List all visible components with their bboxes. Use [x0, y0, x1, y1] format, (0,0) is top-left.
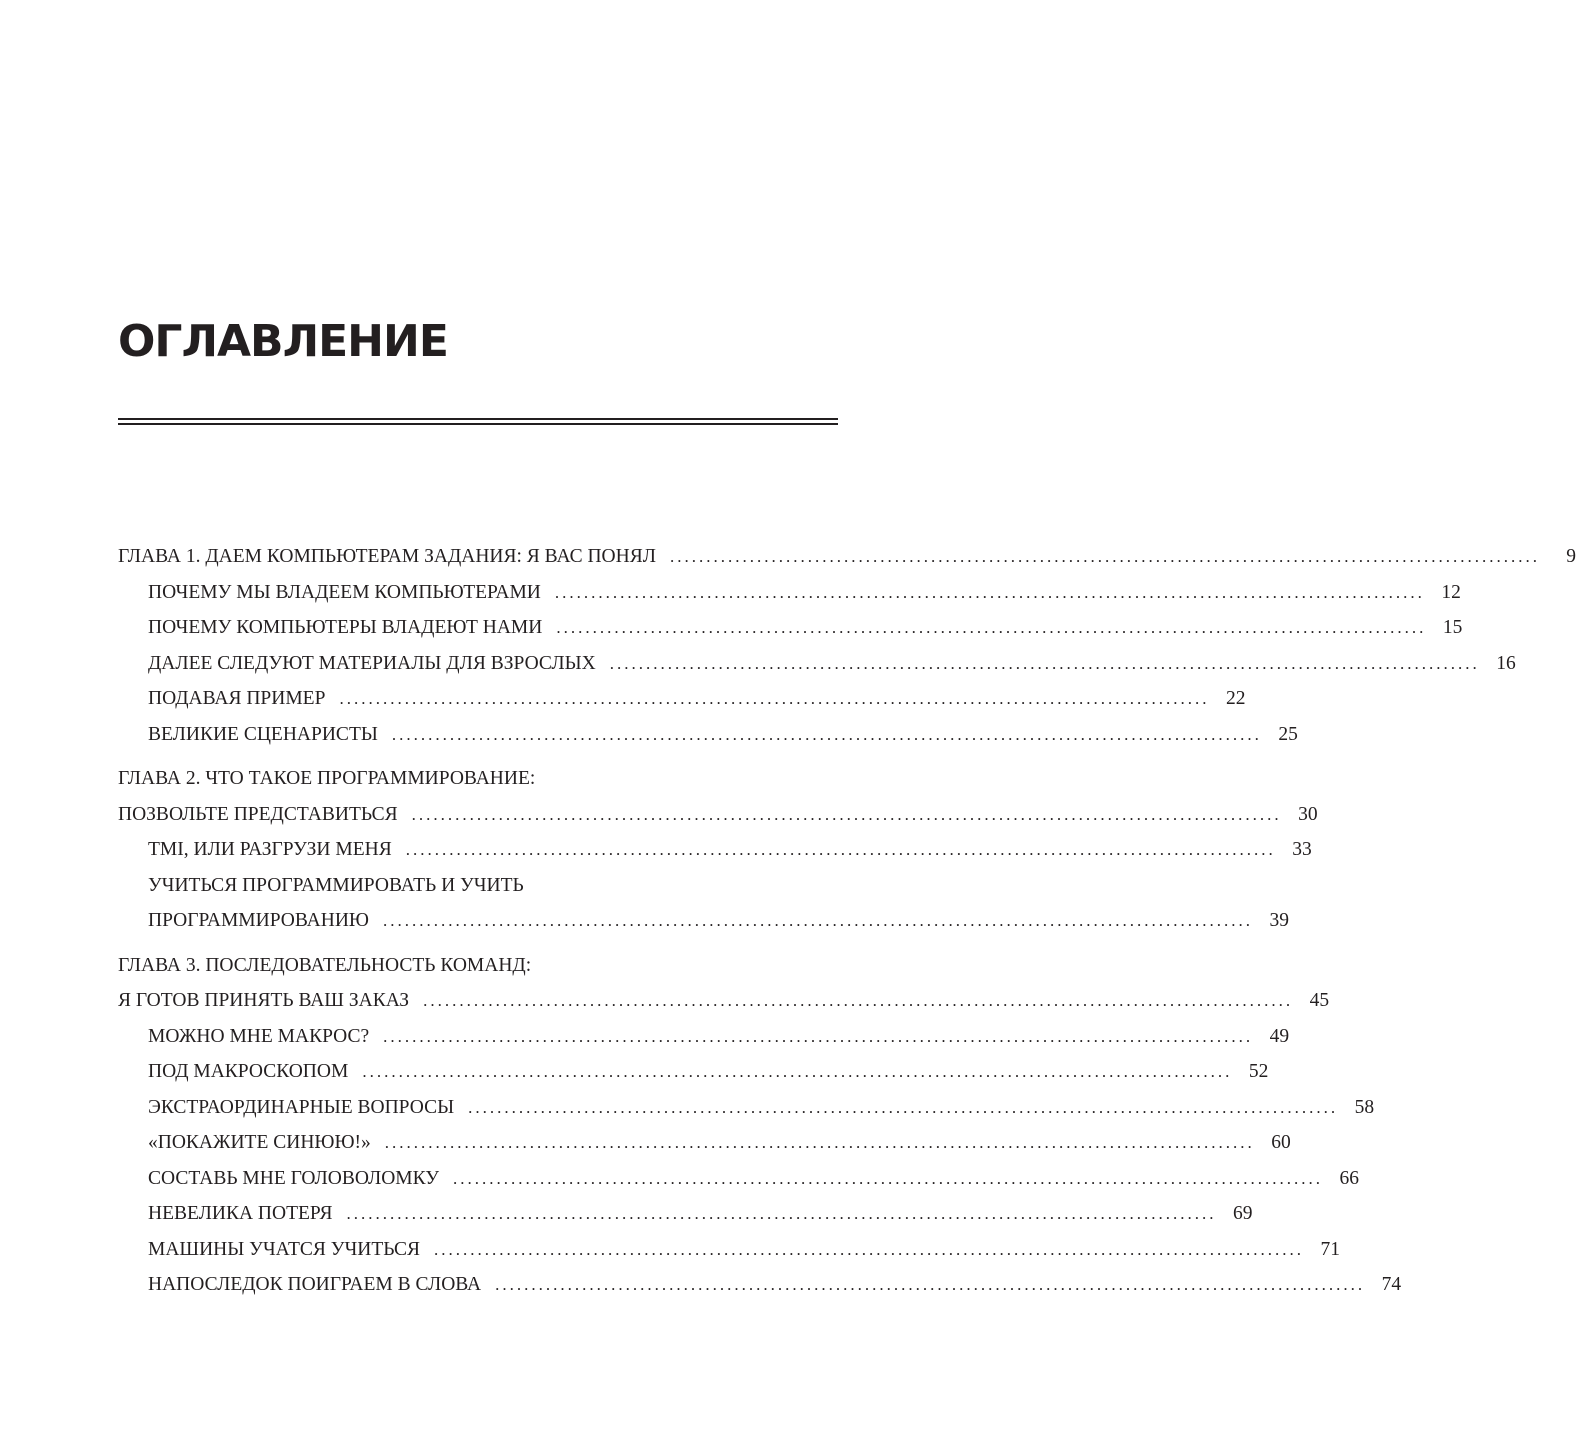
- toc-entry-title: ПОЧЕМУ МЫ ВЛАДЕЕМ КОМПЬЮТЕРАМИ: [148, 581, 541, 603]
- toc-chapter-line: [118, 542, 1576, 572]
- toc-page-number: 52: [1248, 1061, 1269, 1082]
- toc-entry-title: ПОД МАКРОСКОПОМ: [148, 1061, 349, 1082]
- toc-leader-dots: ........................................................................................................................: [362, 1062, 1233, 1081]
- toc-section-line: [148, 1093, 1375, 1123]
- toc-leader-dots: ........................................................................................................................: [669, 547, 1540, 566]
- toc-section-line: [148, 871, 840, 901]
- toc-section-line: [148, 1022, 1290, 1052]
- toc-entry-title: СОСТАВЬ МНЕ ГОЛОВОЛОМКУ: [148, 1167, 440, 1189]
- toc-leader-dots: ........................................................................................................................: [383, 1026, 1254, 1046]
- toc-chapter-line: [118, 764, 840, 794]
- toc-entry-title: УЧИТЬСЯ ПРОГРАММИРОВАТЬ И УЧИТЬ: [148, 874, 524, 896]
- toc-page-number: 69: [1233, 1203, 1253, 1224]
- toc-page-number: 22: [1225, 688, 1246, 709]
- toc-entry-title: ГЛАВА 1. ДАЕМ КОМПЬЮТЕРАМ ЗАДАНИЯ: Я ВАС ПОНЯЛ: [118, 546, 656, 567]
- toc-page-number: 9: [1566, 546, 1576, 567]
- toc-section-line: [148, 578, 1461, 608]
- toc-page-number: 49: [1269, 1025, 1290, 1047]
- toc-page-number: 15: [1442, 617, 1463, 638]
- toc-page-number: 33: [1292, 839, 1312, 860]
- toc-leader-dots: ........................................................................................................................: [556, 618, 1427, 637]
- toc-entry-title: ПОДАВАЯ ПРИМЕР: [148, 688, 326, 709]
- toc-section-line: [148, 1199, 1253, 1229]
- toc-leader-dots: ........................................................................................................................: [554, 582, 1425, 602]
- toc-section-line: [148, 1270, 1402, 1300]
- toc-leader-dots: ........................................................................................................................: [468, 1097, 1339, 1117]
- toc-page-number: 71: [1320, 1238, 1340, 1260]
- toc-section-line: [148, 684, 1246, 714]
- toc-page-number: 58: [1354, 1096, 1375, 1118]
- toc-page-number: 74: [1381, 1274, 1402, 1295]
- toc-page-number: 66: [1339, 1167, 1360, 1189]
- toc-entry-title: МОЖНО МНЕ МАКРОС?: [148, 1025, 370, 1047]
- toc-entry-title: ПРОГРАММИРОВАНИЮ: [148, 910, 369, 931]
- toc-entry-title: ДАЛЕЕ СЛЕДУЮТ МАТЕРИАЛЫ ДЛЯ ВЗРОСЛЫХ: [148, 652, 596, 674]
- toc-leader-dots: ........................................................................................................................: [339, 689, 1210, 708]
- toc-chapter-line: [118, 800, 1318, 830]
- toc-section-line: [148, 613, 1463, 643]
- toc-entry-title: НАПОСЛЕДОК ПОИГРАЕМ В СЛОВА: [148, 1274, 482, 1295]
- toc-section-line: [148, 1128, 1291, 1158]
- toc-entry-title: ГЛАВА 3. ПОСЛЕДОВАТЕЛЬНОСТЬ КОМАНД:: [118, 954, 532, 976]
- toc-leader-dots: ........................................................................................................................: [382, 911, 1253, 930]
- toc-leader-dots: ........................................................................................................................: [495, 1275, 1366, 1294]
- toc-leader-dots: ........................................................................................................................: [609, 653, 1480, 673]
- toc-page-number: 60: [1271, 1132, 1291, 1153]
- toc-section-line: [148, 1164, 1360, 1194]
- toc-chapter-line: [118, 986, 1330, 1016]
- toc-page-number: 30: [1298, 803, 1318, 825]
- toc-page-number: 39: [1269, 910, 1289, 931]
- toc-leader-dots: ........................................................................................................................: [423, 991, 1294, 1010]
- toc-section-line: [148, 1235, 1340, 1265]
- toc-page-number: 16: [1496, 652, 1516, 674]
- toc-entry-title: ВЕЛИКИЕ СЦЕНАРИСТЫ: [148, 723, 378, 745]
- toc-leader-dots: ........................................................................................................................: [411, 804, 1282, 824]
- toc-leader-dots: ........................................................................................................................: [453, 1168, 1324, 1188]
- toc-section-line: [148, 649, 1516, 679]
- toc-section-line: [148, 906, 1289, 936]
- toc-leader-dots: ........................................................................................................................: [405, 840, 1276, 859]
- toc-leader-dots: ........................................................................................................................: [384, 1133, 1255, 1152]
- toc-chapter-line: [118, 951, 840, 981]
- toc-entry-title: TMI, ИЛИ РАЗГРУЗИ МЕНЯ: [148, 839, 392, 860]
- toc-entry-title: ГЛАВА 2. ЧТО ТАКОЕ ПРОГРАММИРОВАНИЕ:: [118, 768, 536, 789]
- toc-leader-dots: ........................................................................................................................: [433, 1239, 1304, 1259]
- toc-section-line: [148, 1057, 1269, 1087]
- toc-section-line: [148, 835, 1312, 865]
- toc-page-number: 25: [1278, 723, 1298, 745]
- table-of-contents: [118, 0, 1576, 1447]
- toc-leader-dots: ........................................................................................................................: [346, 1204, 1217, 1223]
- toc-entry-title: ПОЗВОЛЬТЕ ПРЕДСТАВИТЬСЯ: [118, 803, 398, 825]
- toc-page-number: 12: [1441, 581, 1461, 603]
- toc-section-line: [148, 720, 1298, 750]
- toc-entry-title: НЕВЕЛИКА ПОТЕРЯ: [148, 1203, 333, 1224]
- toc-entry-title: «ПОКАЖИТЕ СИНЮЮ!»: [148, 1132, 371, 1153]
- toc-entry-title: Я ГОТОВ ПРИНЯТЬ ВАШ ЗАКАЗ: [118, 990, 410, 1011]
- toc-leader-dots: ........................................................................................................................: [391, 724, 1262, 744]
- page-title: ОГЛАВЛЕНИЕ: [118, 316, 448, 367]
- toc-page-number: 45: [1309, 990, 1330, 1011]
- toc-entry-title: МАШИНЫ УЧАТСЯ УЧИТЬСЯ: [148, 1238, 420, 1260]
- toc-entry-title: ПОЧЕМУ КОМПЬЮТЕРЫ ВЛАДЕЮТ НАМИ: [148, 617, 543, 638]
- toc-entry-title: ЭКСТРАОРДИНАРНЫЕ ВОПРОСЫ: [148, 1096, 455, 1118]
